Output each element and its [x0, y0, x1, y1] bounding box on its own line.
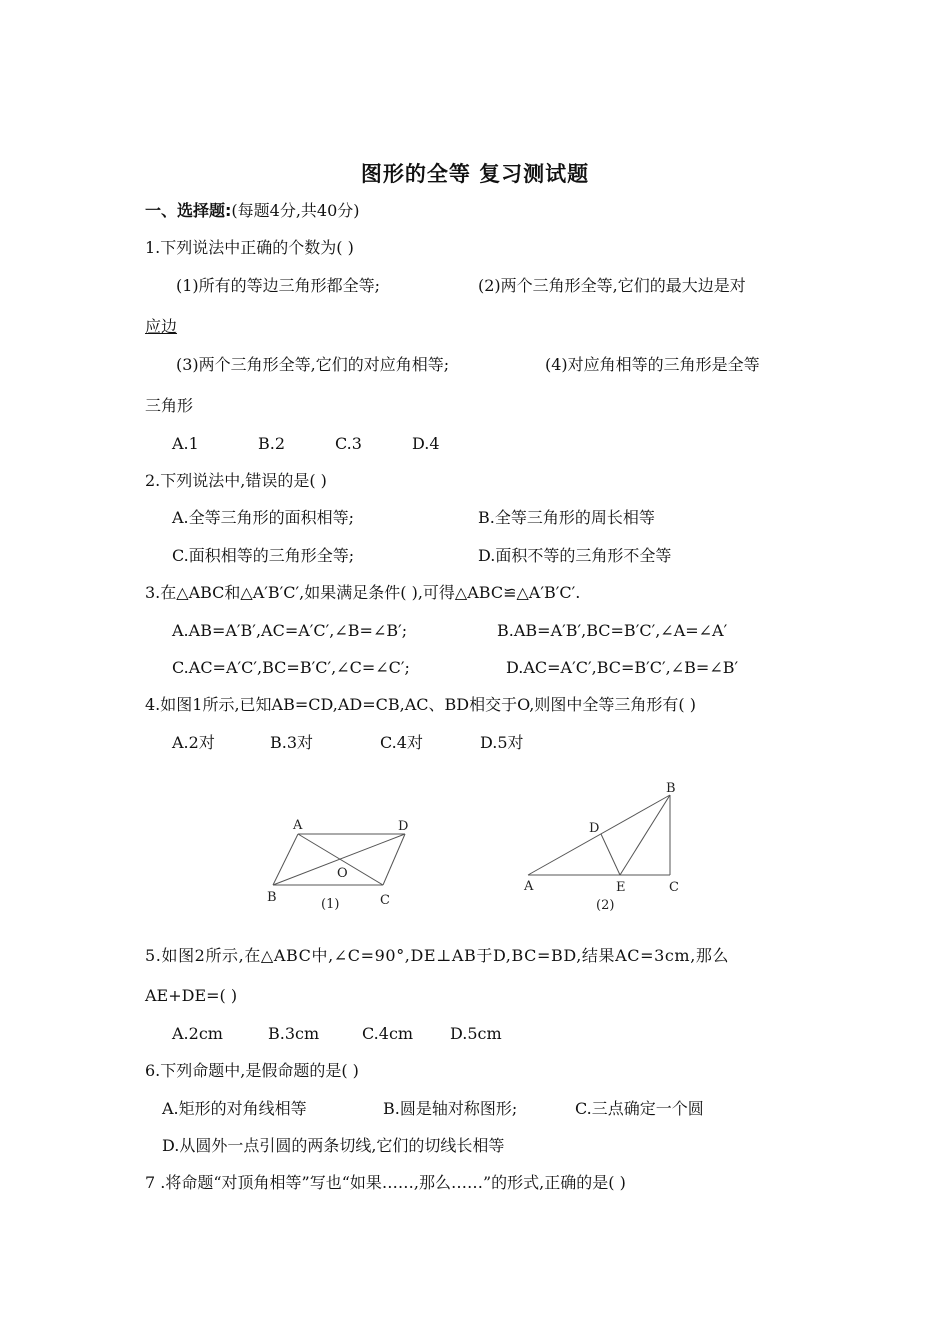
label-o: O — [337, 866, 348, 881]
label-d: D — [398, 819, 409, 834]
q6-option-c: C.三点确定一个圆 — [575, 1099, 704, 1118]
q1-statement-1: (1)所有的等边三角形都全等; — [176, 276, 381, 295]
q4-option-a: A.2对 — [172, 733, 215, 752]
q1-option-b: B.2 — [258, 434, 286, 453]
segment-ab — [273, 834, 298, 885]
q3-stem: 3.在△ABC和△A′B′C′,如果满足条件( ),可得△ABC≌△A′B′C′. — [145, 583, 581, 602]
figure-2-caption: (2) — [596, 898, 615, 913]
label-a: A — [293, 818, 303, 833]
label-b: B — [267, 890, 277, 905]
q2-option-a: A.全等三角形的面积相等; — [172, 508, 355, 527]
q4-option-b: B.3对 — [270, 733, 314, 752]
q5-stem-cont: AE+DE=( ) — [145, 986, 238, 1005]
q3-option-c: C.AC=A′C′,BC=B′C′,∠C=∠C′; — [172, 658, 410, 677]
page-title: 图形的全等 复习测试题 — [360, 162, 590, 186]
q6-option-a: A.矩形的对角线相等 — [162, 1099, 307, 1118]
label-c: C — [380, 893, 390, 908]
q4-option-c: C.4对 — [380, 733, 423, 752]
q1-statement-2: (2)两个三角形全等,它们的最大边是对 — [478, 276, 746, 295]
q2-option-c: C.面积相等的三角形全等; — [172, 546, 355, 565]
q5-option-c: C.4cm — [362, 1024, 414, 1043]
segment-de — [601, 834, 620, 875]
label-c: C — [669, 880, 679, 895]
q1-option-c: C.3 — [335, 434, 362, 453]
label-d: D — [589, 821, 600, 836]
q3-option-d: D.AC=A′C′,BC=B′C′,∠B=∠B′ — [506, 658, 739, 677]
q5-stem: 5.如图2所示,在△ABC中,∠C=90°,DE⊥AB于D,BC=BD,结果AC=3cm,那么 — [145, 946, 730, 965]
q2-stem: 2.下列说法中,错误的是( ) — [145, 471, 327, 490]
section-score-note: (每题4分,共40分) — [231, 201, 360, 220]
label-b: B — [666, 781, 676, 796]
q2-option-b: B.全等三角形的周长相等 — [478, 508, 655, 527]
section-heading — [145, 201, 360, 221]
q1-statement-4: (4)对应角相等的三角形是全等 — [545, 355, 760, 374]
q1-option-a: A.1 — [172, 434, 199, 453]
q4-stem: 4.如图1所示,已知AB=CD,AD=CB,AC、BD相交于O,则图中全等三角形有( ) — [145, 695, 696, 714]
q3-option-a: A.AB=A′B′,AC=A′C′,∠B=∠B′; — [172, 621, 408, 640]
q1-stem: 1.下列说法中正确的个数为( ) — [145, 238, 354, 257]
q5-option-a: A.2cm — [172, 1024, 223, 1043]
q1-statement-2-cont: 应边 — [145, 317, 178, 336]
label-e: E — [616, 880, 626, 895]
q6-stem: 6.下列命题中,是假命题的是( ) — [145, 1061, 359, 1080]
figure-1-parallelogram — [255, 810, 430, 920]
figure-2-triangle — [515, 778, 690, 918]
q1-statement-4-cont: 三角形 — [145, 396, 194, 415]
q4-option-d: D.5对 — [480, 733, 524, 752]
q1-statement-3: (3)两个三角形全等,它们的对应角相等; — [176, 355, 450, 374]
q6-option-b: B.圆是轴对称图形; — [383, 1099, 518, 1118]
q3-option-b: B.AB=A′B′,BC=B′C′,∠A=∠A′ — [497, 621, 728, 640]
q2-option-d: D.面积不等的三角形不全等 — [478, 546, 672, 565]
segment-be — [620, 795, 670, 875]
section-title: 一、选择题: — [145, 201, 232, 220]
q5-option-d: D.5cm — [450, 1024, 502, 1043]
q5-option-b: B.3cm — [268, 1024, 320, 1043]
figure-1-caption: (1) — [321, 897, 340, 912]
label-a: A — [524, 879, 534, 894]
q1-option-d: D.4 — [412, 434, 440, 453]
q6-option-d: D.从圆外一点引圆的两条切线,它们的切线长相等 — [162, 1136, 505, 1155]
q7-stem: 7 .将命题“对顶角相等”写也“如果……,那么……”的形式,正确的是( ) — [145, 1173, 626, 1192]
